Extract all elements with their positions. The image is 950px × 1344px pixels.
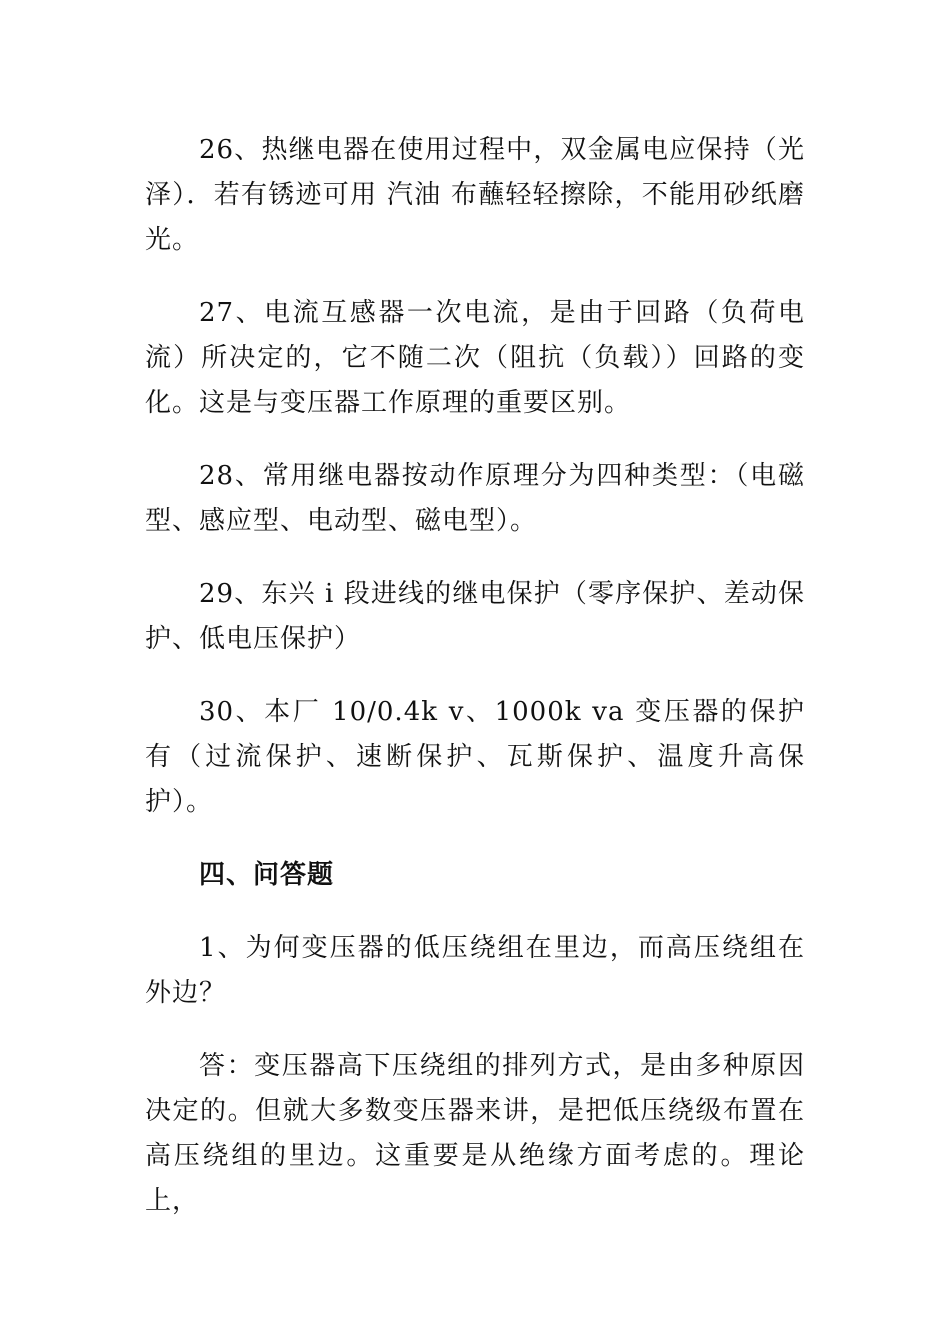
answer-paragraph: 答：变压器高下压绕组的排列方式，是由多种原因决定的。但就大多数变压器来讲，是把低压绕级布置在高压绕组的里边。这重要是从绝缘方面考虑的。理论上，	[145, 1051, 805, 1216]
paragraph-item-26: 26、热继电器在使用过程中，双金属电应保持（光泽）．若有锈迹可用 汽油 布蘸轻轻擦除，不能用砂纸磨光。	[145, 135, 805, 255]
question-item-1: 1、为何变压器的低压绕组在里边，而高压绕组在外边？	[145, 933, 805, 1008]
paragraph-item-27: 27、电流互感器一次电流，是由于回路（负荷电流）所决定的，它不随二次（阻抗（负载））回路的变化。这是与变压器工作原理的重要区别。	[145, 298, 805, 418]
paragraph-item-30: 30、本厂 10/0.4k v、1000k va 变压器的保护有（过流保护、速断保护、瓦斯保护、温度升高保护）。	[145, 697, 805, 817]
paragraph-item-28: 28、常用继电器按动作原理分为四种类型：（电磁型、感应型、电动型、磁电型）。	[145, 461, 805, 536]
document-body	[145, 128, 805, 1252]
section-heading: 四、问答题	[199, 860, 335, 890]
paragraph-item-29: 29、东兴 i 段进线的继电保护（零序保护、差动保护、低电压保护）	[145, 579, 805, 654]
